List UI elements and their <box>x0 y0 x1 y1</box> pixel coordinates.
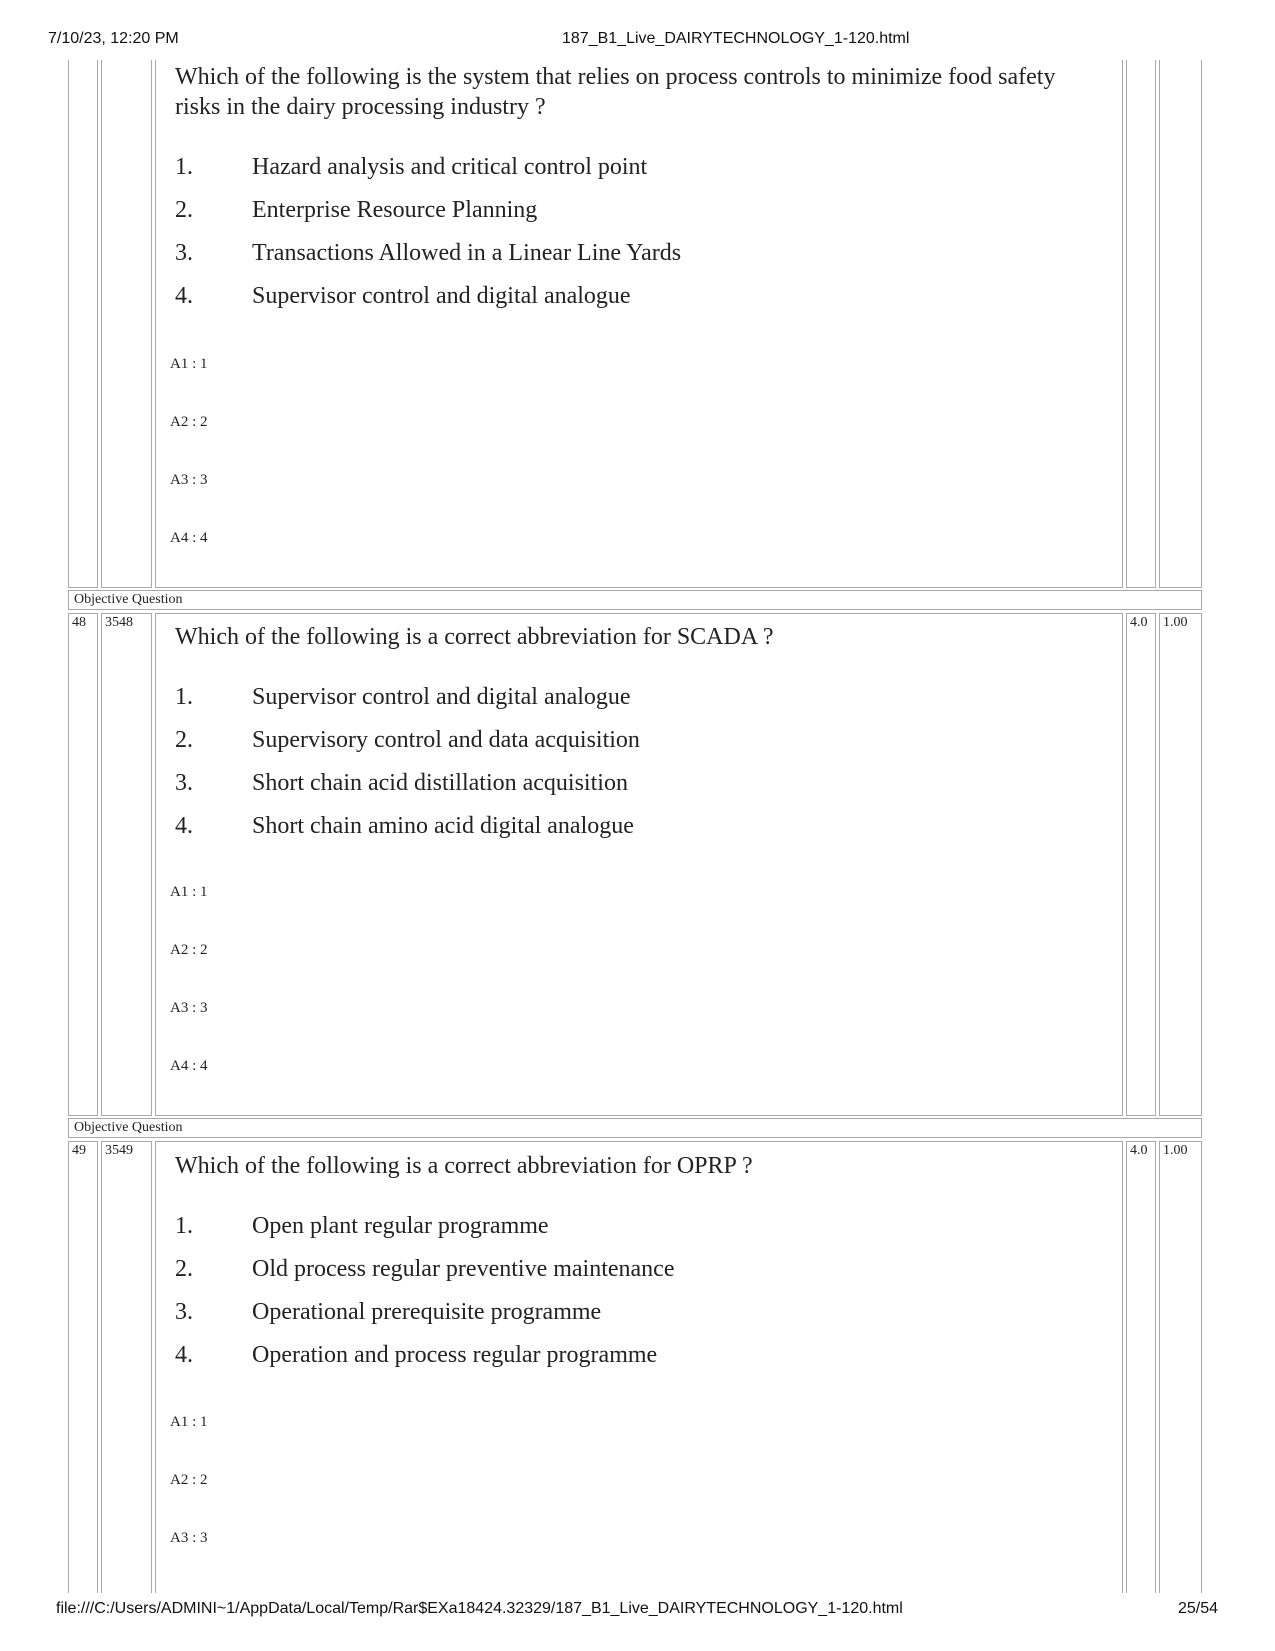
option-number: 2. <box>175 1256 193 1282</box>
option-text: Enterprise Resource Planning <box>252 197 538 223</box>
answer-label: A2 : 2 <box>170 414 208 430</box>
question-negative-marks: 1.00 <box>1163 615 1188 630</box>
option-item <box>175 1254 1075 1297</box>
negative-cell <box>1159 613 1202 1116</box>
answer-label: A2 : 2 <box>170 1472 208 1488</box>
answer-label: A4 : 4 <box>170 1058 208 1074</box>
option-text: Open plant regular programme <box>252 1213 549 1239</box>
objective-label-row <box>68 590 1202 610</box>
marks-cell <box>1126 1141 1156 1593</box>
option-item <box>175 238 1075 281</box>
question-serial: 49 <box>72 1143 86 1158</box>
negative-cell <box>1159 1141 1202 1593</box>
objective-label-row <box>68 1118 1202 1138</box>
option-text: Supervisor control and digital analogue <box>252 283 631 309</box>
option-number: 1. <box>175 684 193 710</box>
options-list <box>175 1211 1075 1383</box>
option-text: Supervisor control and digital analogue <box>252 684 631 710</box>
option-text: Old process regular preventive maintenance <box>252 1256 675 1282</box>
answer-label: A3 : 3 <box>170 1000 208 1016</box>
option-item <box>175 768 1075 811</box>
option-item <box>175 682 1075 725</box>
print-file-path: file:///C:/Users/ADMINI~1/AppData/Local/Temp/Rar$EXa18424.32329/187_B1_Live_DAIRYTECHNOLOGY_1-120.html <box>56 1600 903 1617</box>
option-number: 1. <box>175 1213 193 1239</box>
print-page-number: 25/54 <box>1177 1600 1218 1617</box>
question-text: Which of the following is a correct abbreviation for OPRP ? <box>175 1153 753 1179</box>
option-item <box>175 811 1075 854</box>
negative-cell <box>1159 60 1202 588</box>
option-number: 2. <box>175 727 193 753</box>
question-marks: 4.0 <box>1130 615 1148 630</box>
print-datetime: 7/10/23, 12:20 PM <box>48 30 179 47</box>
option-item <box>175 195 1075 238</box>
marks-cell <box>1126 60 1156 588</box>
print-footer <box>0 1600 1275 1622</box>
option-text: Supervisory control and data acquisition <box>252 727 640 753</box>
marks-cell <box>1126 613 1156 1116</box>
question-type-label: Objective Question <box>74 1120 183 1135</box>
sno-cell <box>68 613 98 1116</box>
answer-label: A3 : 3 <box>170 472 208 488</box>
option-text: Hazard analysis and critical control point <box>252 154 648 180</box>
question-text: Which of the following is the system that relies on process controls to minimize food safety risks in the dairy processing industry ? <box>175 64 1056 120</box>
options-list <box>175 682 1075 854</box>
option-item <box>175 1211 1075 1254</box>
option-number: 4. <box>175 283 193 309</box>
option-text: Transactions Allowed in a Linear Line Yards <box>252 240 682 266</box>
sno-cell <box>68 60 98 588</box>
option-number: 4. <box>175 813 193 839</box>
option-text: Short chain amino acid digital analogue <box>252 813 634 839</box>
option-number: 3. <box>175 240 193 266</box>
option-text: Short chain acid distillation acquisition <box>252 770 628 796</box>
option-item <box>175 725 1075 768</box>
qid-cell <box>101 613 152 1116</box>
qid-cell <box>101 60 152 588</box>
question-serial: 48 <box>72 615 86 630</box>
question-negative-marks: 1.00 <box>1163 1143 1188 1158</box>
question-text: Which of the following is a correct abbreviation for SCADA ? <box>175 624 774 650</box>
option-item <box>175 281 1075 324</box>
question-cell <box>155 60 1123 588</box>
print-doc-title: 187_B1_Live_DAIRYTECHNOLOGY_1-120.html <box>562 30 910 47</box>
answer-label: A1 : 1 <box>170 1414 208 1430</box>
answer-label: A1 : 1 <box>170 884 208 900</box>
option-item <box>175 152 1075 195</box>
option-text: Operation and process regular programme <box>252 1342 658 1368</box>
option-number: 1. <box>175 154 193 180</box>
print-header <box>0 30 1275 52</box>
sno-cell <box>68 1141 98 1593</box>
option-number: 3. <box>175 770 193 796</box>
option-number: 2. <box>175 197 193 223</box>
option-text: Operational prerequisite programme <box>252 1299 602 1325</box>
answer-label: A1 : 1 <box>170 356 208 372</box>
question-marks: 4.0 <box>1130 1143 1148 1158</box>
question-id: 3548 <box>105 615 133 630</box>
options-list <box>175 152 1075 324</box>
question-id: 3549 <box>105 1143 133 1158</box>
answer-label: A4 : 4 <box>170 530 208 546</box>
option-number: 4. <box>175 1342 193 1368</box>
option-item <box>175 1297 1075 1340</box>
qid-cell <box>101 1141 152 1593</box>
option-item <box>175 1340 1075 1383</box>
question-type-label: Objective Question <box>74 592 183 607</box>
answer-label: A3 : 3 <box>170 1530 208 1546</box>
answer-label: A2 : 2 <box>170 942 208 958</box>
option-number: 3. <box>175 1299 193 1325</box>
